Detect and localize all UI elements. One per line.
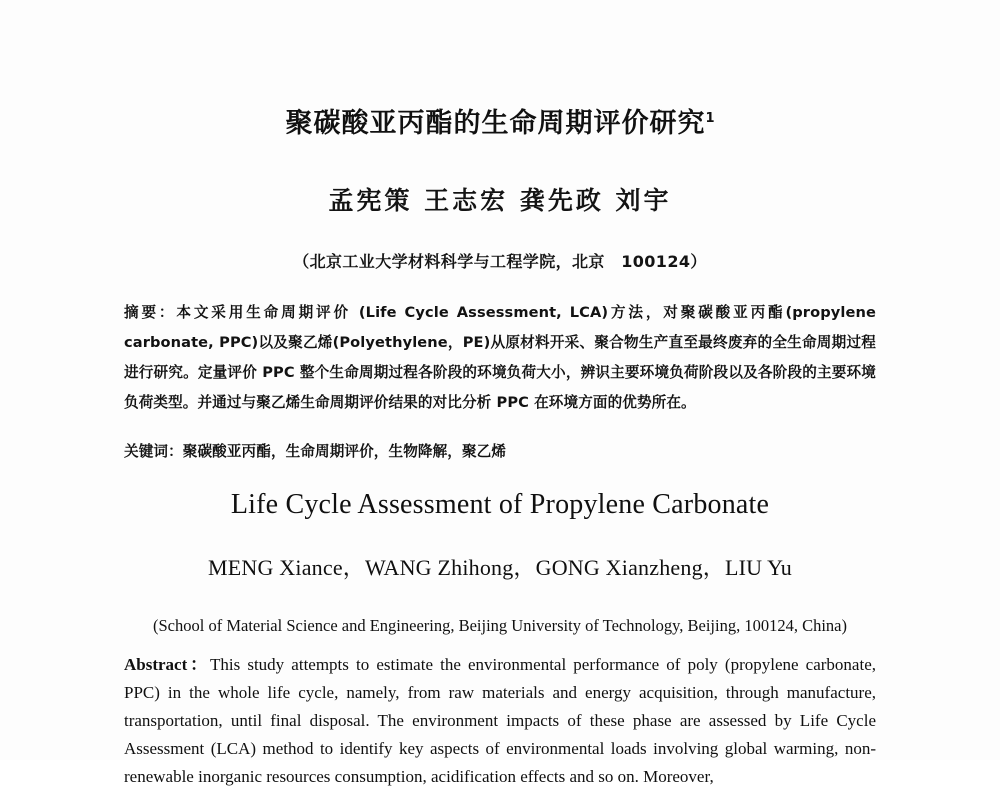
chinese-abstract-paragraph bbox=[124, 298, 876, 418]
english-title: Life Cycle Assessment of Propylene Carbonate bbox=[230, 489, 770, 521]
chinese-abstract-text: 本文采用生命周期评价 (Life Cycle Assessment, LCA)方法，对聚碳酸亚丙酯(propylene carbonate, PPC)以及聚乙烯(Polyethylene，PE)从原材料开采、聚合物生产直至最终废弃的全生命周期过程进行研究。定量评价 PPC 整个生命周期过程各阶段的环境负荷大小，辨识主要环境负荷阶段以及各阶段的主要环境负荷类型。并通过与聚乙烯生命周期评价结果的对比分析 PPC 在环境方面的优势所在。 bbox=[124, 304, 876, 412]
english-abstract-text: This study attempts to estimate the environmental performance of poly (propylene carbonate, PPC) in the whole life cycle, namely, from raw materials and energy acquisition, through manufacture, transportation, until final disposal. The environment impacts of these phase are assessed by Life Cycle Assessment (LCA) method to identify key aspects of environmental loads involving global warming, non-renewable inorganic resources consumption, acidification effects and so on. Moreover, bbox=[124, 655, 876, 787]
chinese-title bbox=[0, 0, 1000, 139]
chinese-abstract-block bbox=[124, 272, 876, 461]
english-affiliation: (School of Material Science and Engineering, Beijing University of Technology, Beijing, 100124, China) bbox=[153, 616, 847, 636]
chinese-author-list: 孟宪策 王志宏 龚先政 刘宇 bbox=[328, 186, 672, 216]
english-abstract-label: Abstract： bbox=[124, 655, 210, 675]
chinese-abstract-label: 摘要： bbox=[124, 304, 177, 322]
chinese-keywords-line bbox=[124, 418, 876, 461]
chinese-keywords-label: 关键词： bbox=[124, 443, 183, 461]
english-author-list: MENG Xiance，WANG Zhihong，GONG Xianzheng，LIU Yu bbox=[208, 555, 792, 581]
english-abstract-paragraph bbox=[124, 651, 876, 791]
english-abstract-block bbox=[124, 639, 876, 791]
chinese-title-text: 聚碳酸亚丙酯的生命周期评价研究 bbox=[285, 108, 706, 139]
title-footnote-marker: 1 bbox=[705, 111, 715, 126]
chinese-keywords-text: 聚碳酸亚丙酯，生命周期评价，生物降解，聚乙烯 bbox=[182, 443, 507, 461]
chinese-affiliation: （北京工业大学材料科学与工程学院，北京 100124） bbox=[293, 252, 707, 272]
